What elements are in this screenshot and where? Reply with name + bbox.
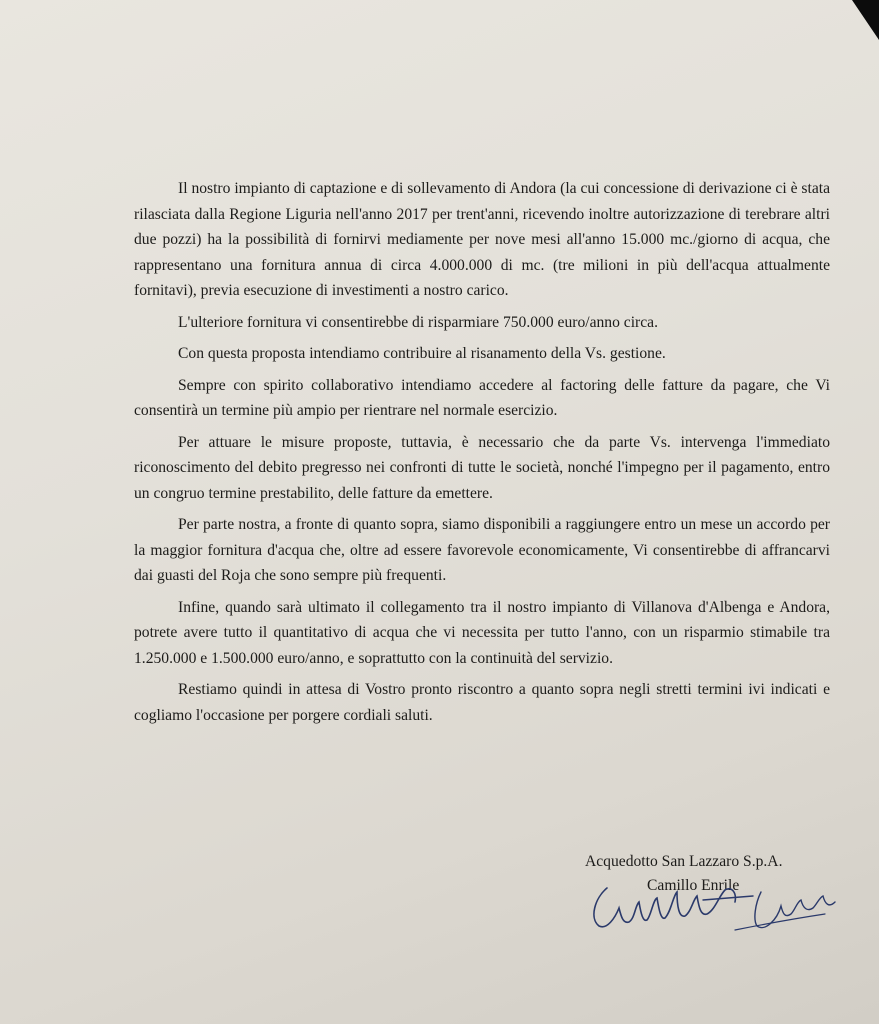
company-name: Acquedotto San Lazzaro S.p.A.: [585, 853, 783, 870]
paragraph-agreement: Per parte nostra, a fronte di quanto sopra, siamo disponibili a raggiungere entro un mese un accordo per la maggior fornitura d'acqua che, oltre ad essere favorevole economicamente, Vi consentirebbe di affrancarvi dai guasti del Roja che sono sempre più frequenti.: [134, 516, 830, 584]
paragraph-closing: Restiamo quindi in attesa di Vostro pronto riscontro a quanto sopra negli stretti termini ivi indicati e cogliamo l'occasione per porgere cordiali saluti.: [134, 681, 830, 724]
paragraph-water-plant: Il nostro impianto di captazione e di sollevamento di Andora (la cui concessione di derivazione ci è stata rilasciata dalla Regione Liguria nell'anno 2017 per trent'anni, ricevendo inoltre autorizzazione di terebrare altri due pozzi) ha la possibilità di fornirvi mediamente per nove mesi all'anno 15.000 mc./giorno di acqua, che rappresentano una fornitura annua di circa 4.000.000 di mc. (tre milioni in più dell'acqua attualmente fornitavi), previa esecuzione di investimenti a nostro carico.: [134, 180, 830, 299]
handwritten-signature: [585, 870, 845, 940]
paragraph-debt-recognition: Per attuare le misure proposte, tuttavia, è necessario che da parte Vs. intervenga l'immediato riconoscimento del debito pregresso nei confronti di tutte le società, nonché l'impegno per il pagamento, entro un congruo termine prestabilito, delle fatture da emettere.: [134, 433, 830, 502]
signer-name: Camillo Enrile: [647, 877, 740, 894]
page-corner-shadow: [819, 0, 879, 40]
paragraph-connection: Infine, quando sarà ultimato il collegamento tra il nostro impianto di Villanova d'Albenga e Andora, potrete avere tutto il quantitativo di acqua che vi necessita per tutto l'anno, con un risparmio stimabile tra 1.250.000 e 1.500.000 euro/anno, e soprattutto con la continuità del servizio.: [134, 598, 830, 667]
letter-body: [134, 176, 830, 734]
paragraph-factoring: Sempre con spirito collaborativo intendiamo accedere al factoring delle fatture da pagare, che Vi consentirà un termine più ampio per rientrare nel normale esercizio.: [134, 376, 830, 419]
paragraph-savings: L'ulteriore fornitura vi consentirebbe di risparmiare 750.000 euro/anno circa.: [178, 313, 658, 331]
paragraph-proposal: Con questa proposta intendiamo contribuire al risanamento della Vs. gestione.: [178, 345, 666, 362]
